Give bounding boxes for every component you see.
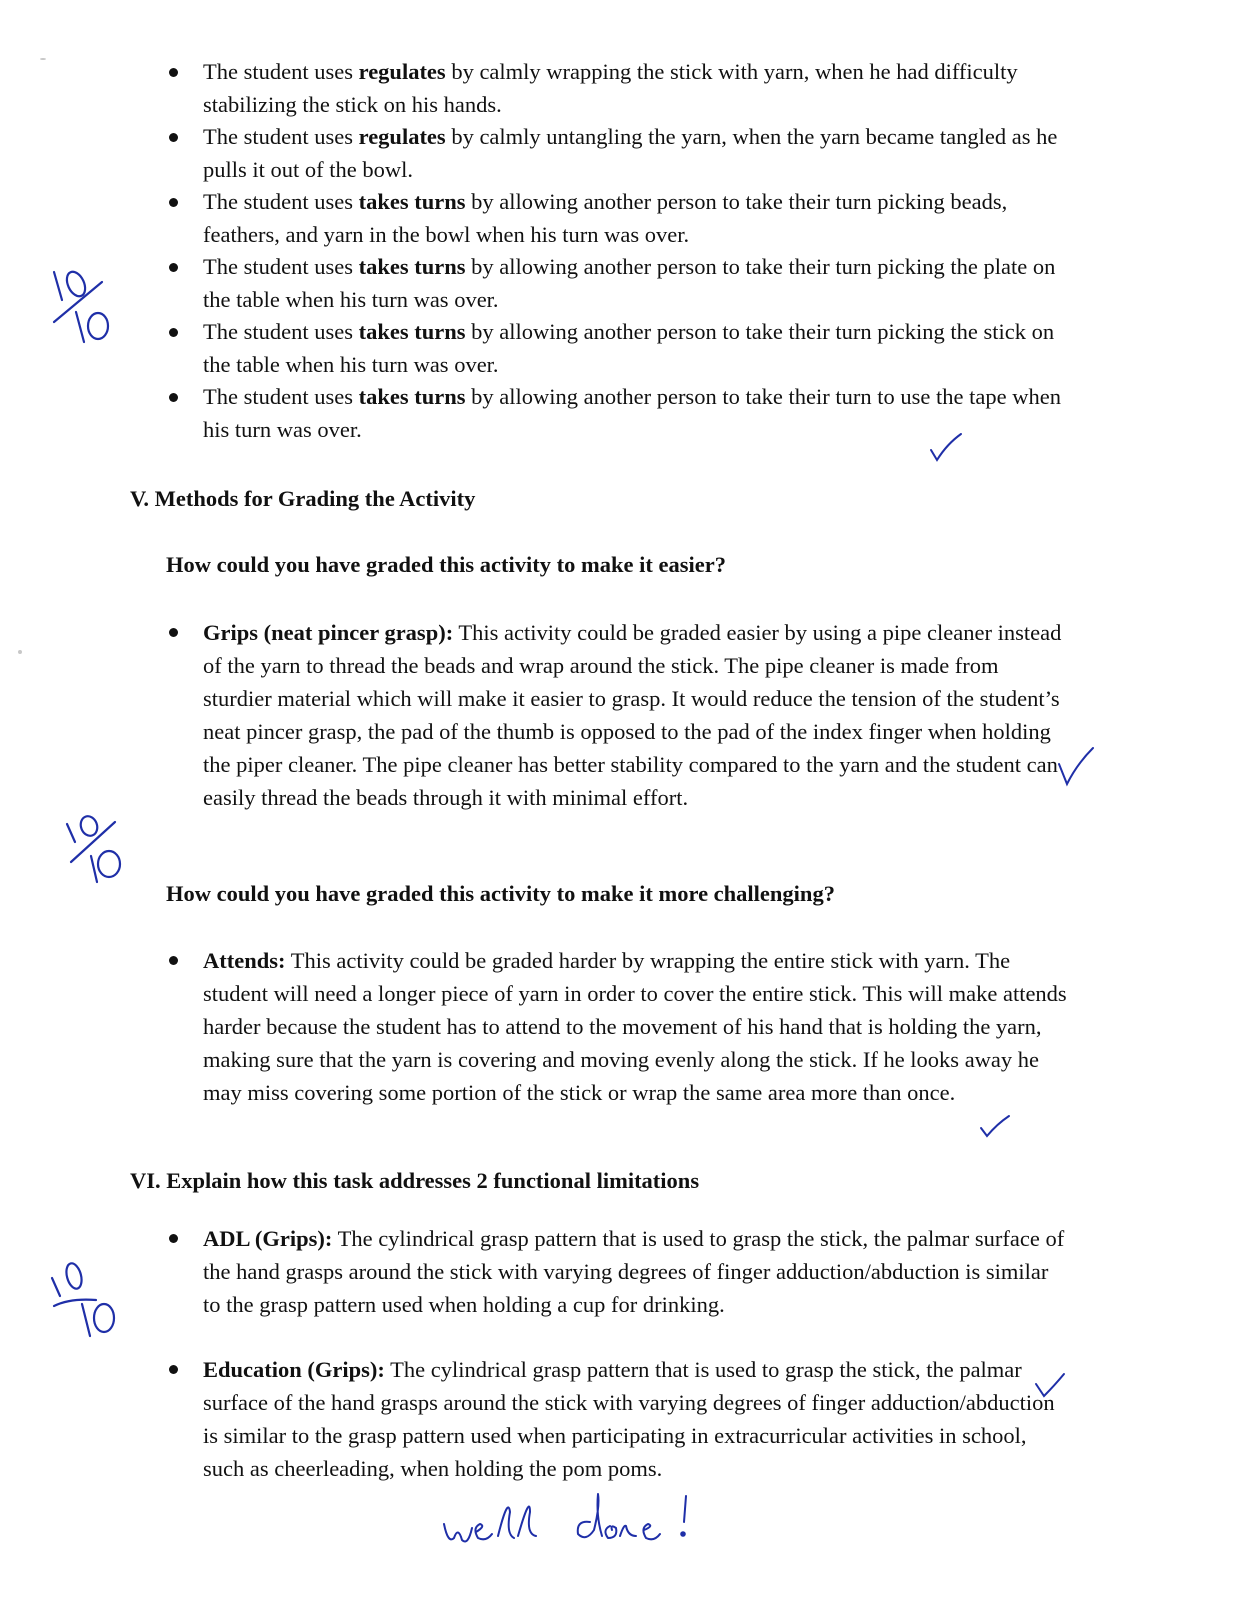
list-item: The student uses regulates by calmly untangling the yarn, when the yarn became tangled as he pulls it out of the bowl. xyxy=(165,121,1070,186)
easier-question-heading: How could you have graded this activity to make it easier? xyxy=(166,552,726,577)
list-item: Grips (neat pincer grasp): This activity could be graded easier by using a pipe cleaner instead of the yarn to thread the beads and wrap around the stick. The pipe cleaner is made from sturdier material which will make it easier to grasp. It would reduce the tension of the student’s neat pincer grasp, the pad of the thumb is opposed to the pad of the index finger when holding the piper cleaner. The pipe cleaner has better stability compared to the yarn and the student can easily thread the beads through it with minimal effort. xyxy=(165,616,1070,814)
list-item: The student uses regulates by calmly wrapping the stick with yarn, when he had difficulty stabilizing the stick on his hands. xyxy=(165,56,1070,121)
harder-bullet-list xyxy=(165,944,1070,1109)
list-item: Attends: This activity could be graded harder by wrapping the entire stick with yarn. The student will need a longer piece of yarn in order to cover the entire stick. This will make attends harder because the student has to attend to the movement of his hand that is holding the yarn, making sure that the yarn is covering and moving evenly along the stick. If he looks away he may miss covering some portion of the stick or wrap the same area more than once. xyxy=(165,944,1070,1109)
section-v-heading: V. Methods for Grading the Activity xyxy=(130,486,476,511)
list-item: The student uses takes turns by allowing another person to take their turn to use the tape when his turn was over. xyxy=(165,381,1070,446)
checkmark-icon xyxy=(975,1112,1015,1142)
easier-bullet-list xyxy=(165,616,1070,814)
well-done-comment xyxy=(440,1486,710,1556)
list-item: The student uses takes turns by allowing another person to take their turn picking beads, feathers, and yarn in the bowl when his turn was over. xyxy=(165,186,1070,251)
list-item: The student uses takes turns by allowing another person to take their turn picking the stick on the table when his turn was over. xyxy=(165,316,1070,381)
list-item: The student uses takes turns by allowing another person to take their turn picking the plate on the table when his turn was over. xyxy=(165,251,1070,316)
list-item: Education (Grips): The cylindrical grasp pattern that is used to grasp the stick, the palmar surface of the hand grasps around the stick with varying degrees of finger adduction/abduction is similar to the grasp pattern used when participating in extracurricular activities in school, such as cheerleading, when holding the pom poms. xyxy=(165,1353,1070,1485)
scan-speck xyxy=(40,58,46,60)
checkmark-icon xyxy=(1030,1370,1070,1404)
checkmark-icon xyxy=(1053,744,1099,790)
score-annotation-3 xyxy=(40,1248,130,1338)
checkmark-icon xyxy=(925,428,965,468)
list-item: ADL (Grips): The cylindrical grasp pattern that is used to grasp the stick, the palmar surface of the hand grasps around the stick with varying degrees of finger adduction/abduction is similar to the grasp pattern used when holding a cup for drinking. xyxy=(165,1222,1070,1321)
score-annotation-1 xyxy=(40,250,120,350)
section-iv-bullet-list xyxy=(165,56,1070,446)
score-annotation-2 xyxy=(55,800,135,890)
section-vi-bullet-list xyxy=(165,1222,1070,1485)
section-vi-heading: VI. Explain how this task addresses 2 functional limitations xyxy=(130,1168,700,1193)
harder-question-heading: How could you have graded this activity to make it more challenging? xyxy=(166,881,835,906)
scan-speck xyxy=(18,650,22,654)
